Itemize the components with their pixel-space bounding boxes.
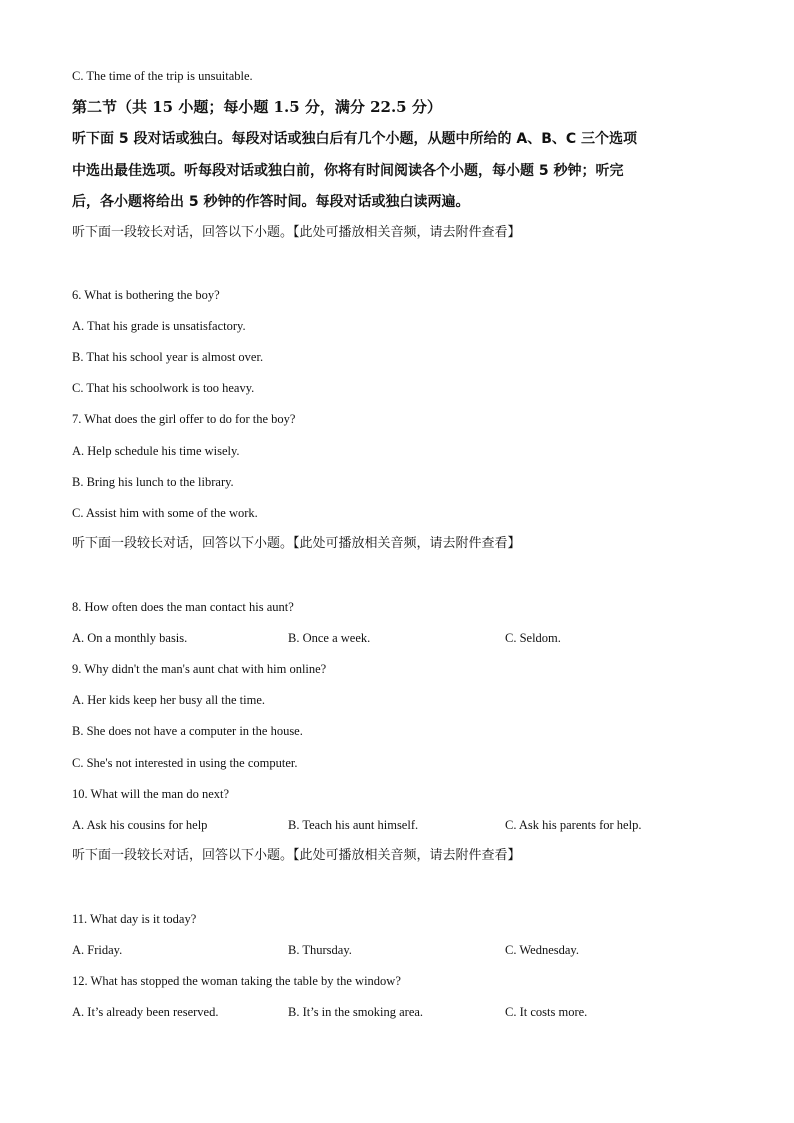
q7-option-c: C. Assist him with some of the work. (72, 506, 258, 520)
q10-option-b: B. Teach his aunt himself. (288, 818, 419, 832)
listen-prompt-3: 听下面一段较长对话，回答以下小题。【此处可播放相关音频，请去附件查看】 (72, 848, 521, 863)
q10-option-c: C. Ask his parents for help. (505, 818, 642, 832)
q12-option-b: B. It’s in the smoking area. (288, 1005, 424, 1019)
listen-prompt-2: 听下面一段较长对话，回答以下小题。【此处可播放相关音频，请去附件查看】 (72, 536, 521, 551)
instruction-line-3: 后，各小题将给出 5 秒钟的作答时间。每段对话或独白读两遍。 (72, 194, 470, 210)
q7-stem: 7. What does the girl offer to do for the boy? (72, 412, 296, 426)
q9-option-c: C. She's not interested in using the computer. (72, 756, 298, 770)
q6-option-b: B. That his school year is almost over. (72, 350, 264, 364)
q12-option-a: A. It’s already been reserved. (72, 1005, 219, 1019)
q7-option-b: B. Bring his lunch to the library. (72, 475, 234, 489)
q9-option-b: B. She does not have a computer in the house. (72, 724, 303, 738)
q11-option-a: A. Friday. (72, 943, 123, 957)
listen-prompt-1: 听下面一段较长对话，回答以下小题。【此处可播放相关音频，请去附件查看】 (72, 225, 521, 240)
q11-option-c: C. Wednesday. (505, 943, 579, 957)
instruction-line-2: 中选出最佳选项。听每段对话或独白前，你将有时间阅读各个小题，每小题 5 秒钟；听完 (72, 163, 624, 179)
q12-option-c: C. It costs more. (505, 1005, 588, 1019)
q8-option-a: A. On a monthly basis. (72, 631, 188, 645)
section-title: 第二节（共 15 小题；每小题 1.5 分，满分 22.5 分） (72, 98, 442, 116)
q5-option-c: C. The time of the trip is unsuitable. (72, 69, 253, 83)
q9-stem: 9. Why didn't the man's aunt chat with him online? (72, 662, 327, 676)
q10-stem: 10. What will the man do next? (72, 787, 230, 801)
q7-option-a: A. Help schedule his time wisely. (72, 444, 240, 458)
instruction-line-1: 听下面 5 段对话或独白。每段对话或独白后有几个小题，从题中所给的 A、B、C 三个选项 (72, 131, 638, 147)
q8-option-c: C. Seldom. (505, 631, 561, 645)
q12-stem: 12. What has stopped the woman taking the table by the window? (72, 974, 401, 988)
q9-option-a: A. Her kids keep her busy all the time. (72, 693, 266, 707)
q11-stem: 11. What day is it today? (72, 912, 197, 926)
q11-option-b: B. Thursday. (288, 943, 352, 957)
q8-option-b: B. Once a week. (288, 631, 371, 645)
q8-stem: 8. How often does the man contact his aunt? (72, 600, 294, 614)
q6-option-a: A. That his grade is unsatisfactory. (72, 319, 246, 333)
q6-stem: 6. What is bothering the boy? (72, 288, 220, 302)
q10-option-a: A. Ask his cousins for help (72, 818, 208, 832)
q6-option-c: C. That his schoolwork is too heavy. (72, 381, 255, 395)
